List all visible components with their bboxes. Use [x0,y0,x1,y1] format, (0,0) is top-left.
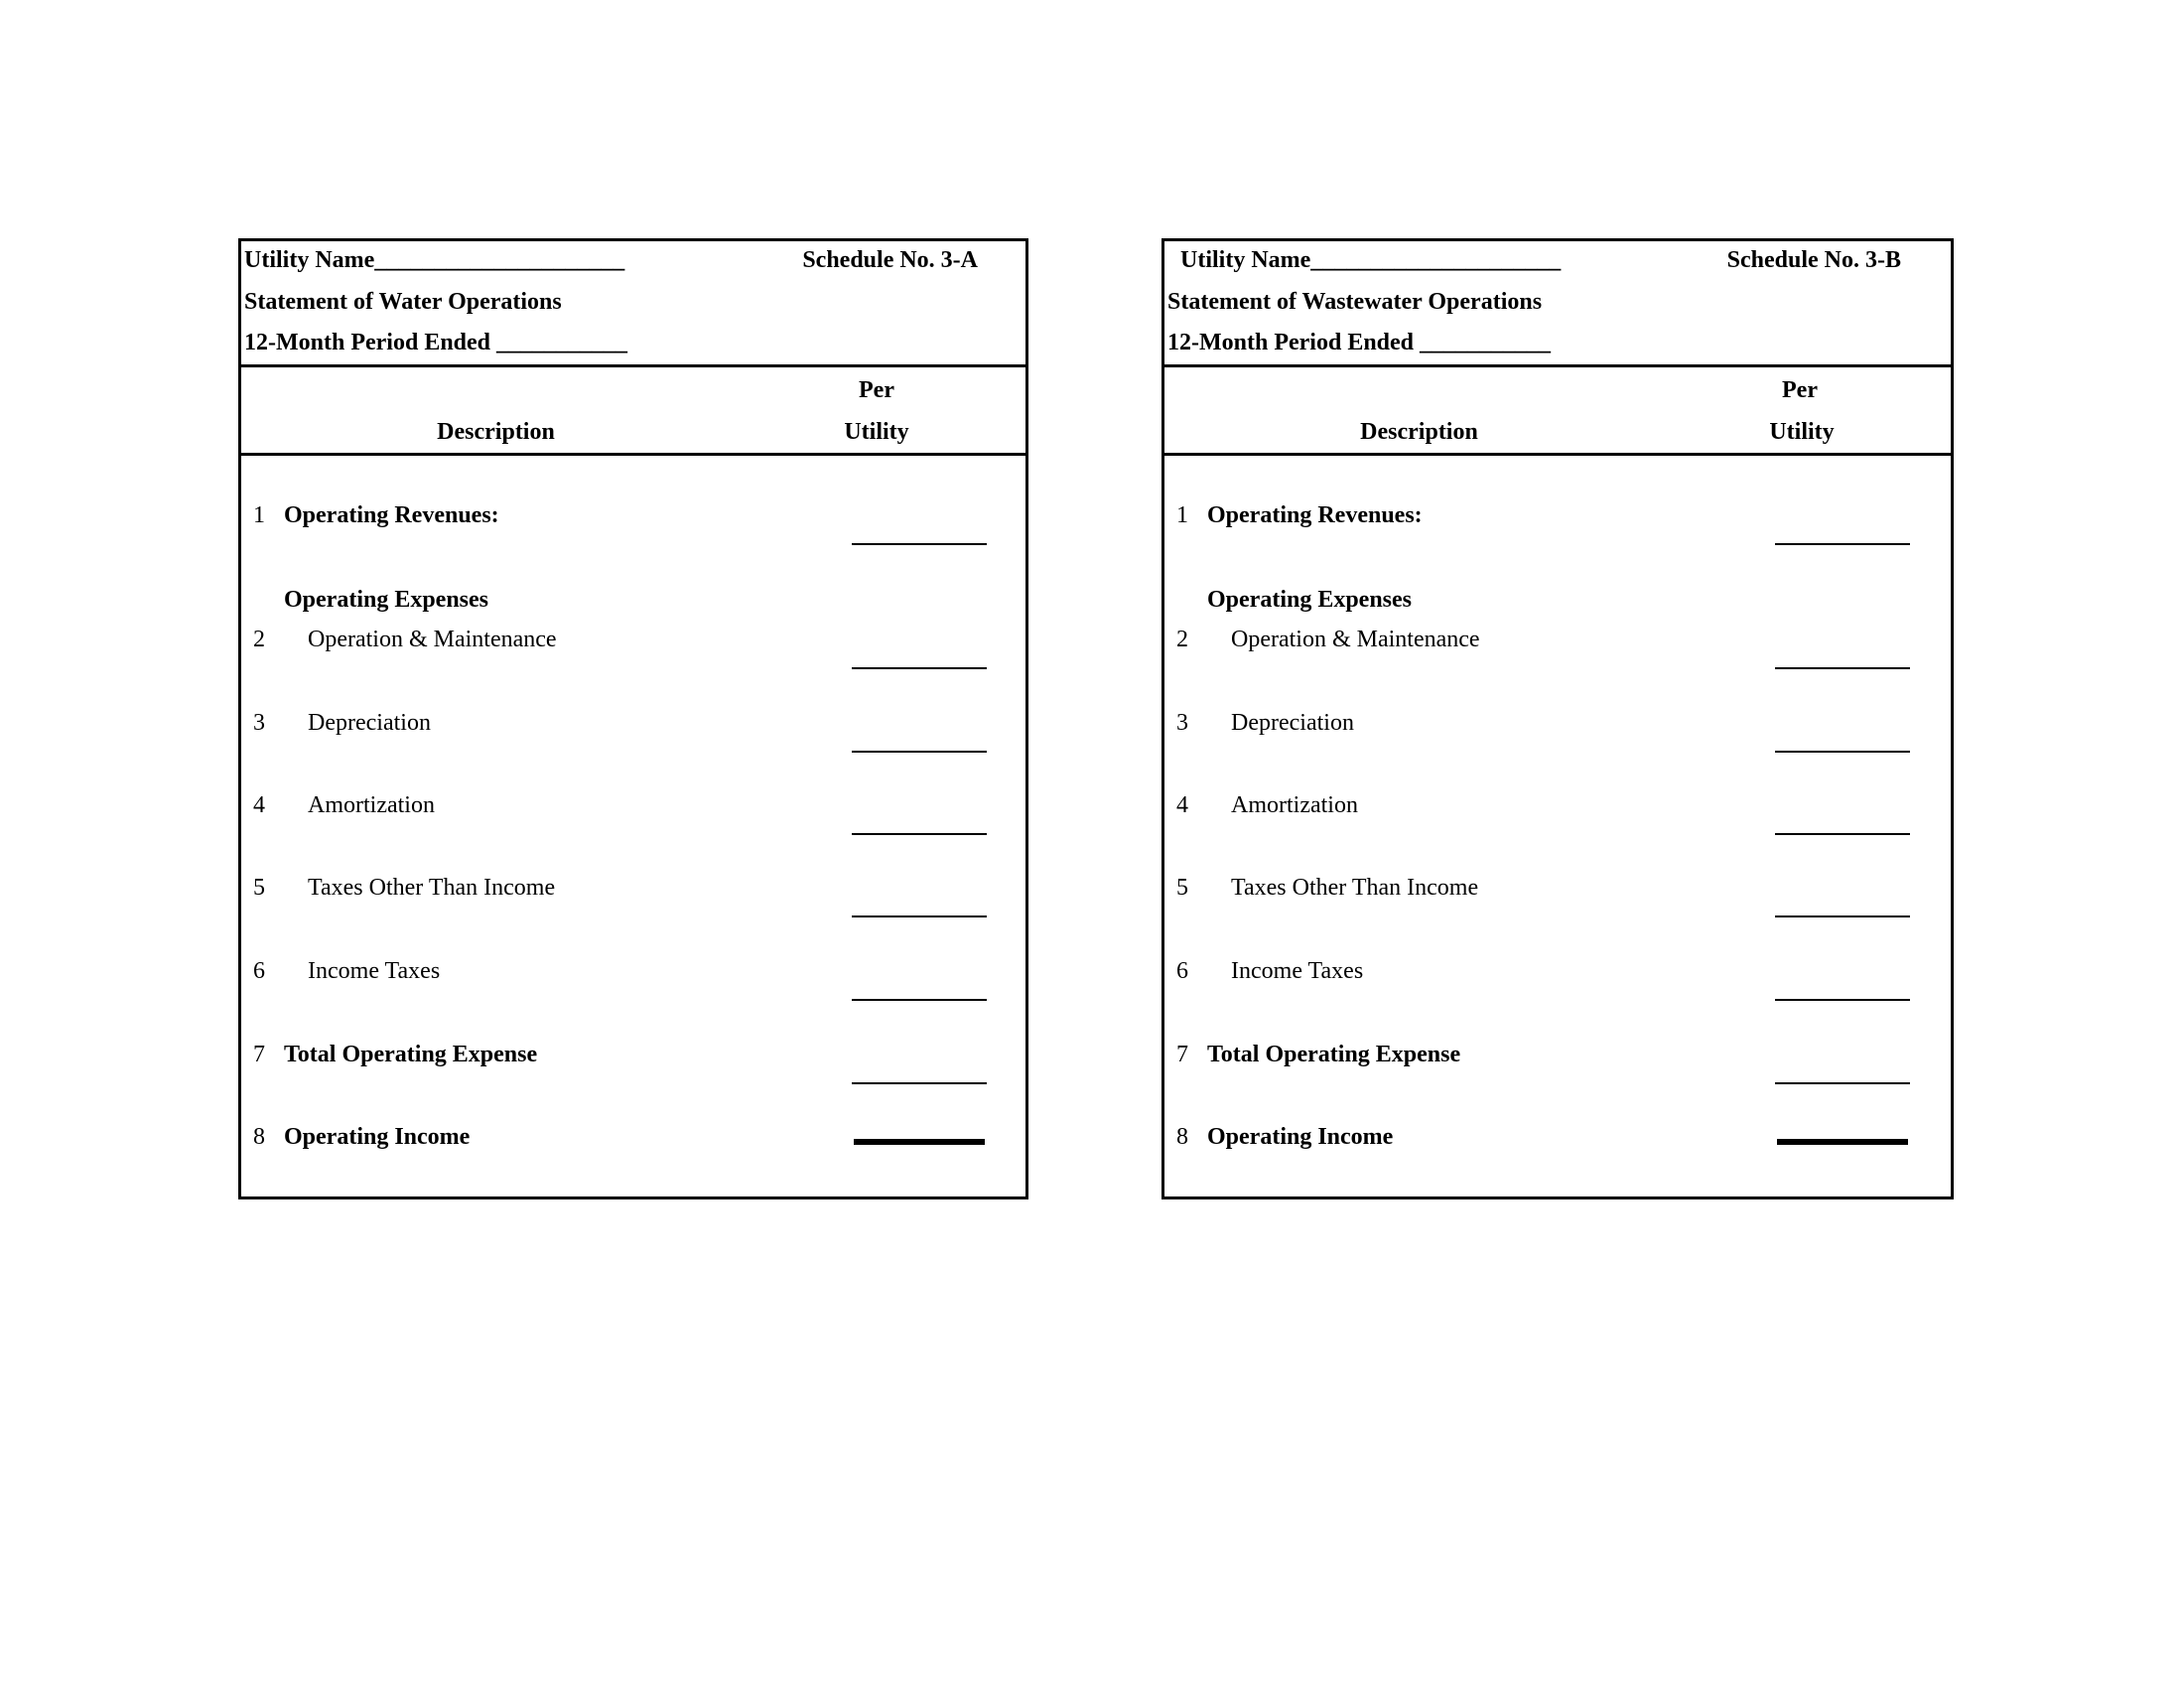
line-number: 4 [1176,792,1188,818]
line-item-row [241,1124,1025,1164]
utility-column-heading: Utility [844,419,909,445]
amount-blank[interactable] [1775,1082,1910,1084]
line-item-row [241,710,1025,750]
line-number: 6 [253,958,265,984]
line-label: Amortization [308,792,435,818]
statement-title: Statement of Wastewater Operations [1167,289,1543,315]
line-label: Amortization [1231,792,1358,818]
line-label: Income Taxes [308,958,441,984]
statement-title: Statement of Water Operations [244,289,562,315]
description-column-heading: Description [437,419,555,445]
line-label: Total Operating Expense [284,1042,538,1067]
line-number: 4 [253,792,265,818]
line-number: 5 [1176,875,1188,901]
line-item-row [1164,958,1951,998]
amount-blank[interactable] [852,915,987,917]
line-label: Depreciation [308,710,431,736]
line-label: Operation & Maintenance [308,627,557,652]
line-number: 2 [253,627,265,652]
utility-column-heading: Utility [1769,419,1835,445]
amount-blank[interactable] [1775,667,1910,669]
amount-blank-total[interactable] [854,1139,985,1145]
line-label: Operating Revenues: [1207,502,1423,528]
line-number: 6 [1176,958,1188,984]
amount-blank[interactable] [1775,751,1910,753]
period-ended-field[interactable]: 12-Month Period Ended ___________ [1167,330,1552,355]
line-item-row [1164,875,1951,914]
amount-blank[interactable] [1775,833,1910,835]
line-item-row [1164,1042,1951,1081]
line-item-row [1164,502,1951,542]
line-number: 1 [1176,502,1188,528]
operating-expenses-heading: Operating Expenses [284,587,489,613]
line-label: Operation & Maintenance [1231,627,1480,652]
line-label: Taxes Other Than Income [308,875,556,901]
line-item-row [1164,1124,1951,1164]
line-item-row [241,502,1025,542]
schedule-header [241,241,1025,367]
line-number: 2 [1176,627,1188,652]
amount-blank[interactable] [852,751,987,753]
line-item-row [241,627,1025,666]
line-number: 7 [1176,1042,1188,1067]
line-label: Total Operating Expense [1207,1042,1461,1067]
column-header [241,367,1025,456]
description-column-heading: Description [1360,419,1478,445]
schedule-body [1164,456,1951,1202]
column-header [1164,367,1951,456]
line-label: Depreciation [1231,710,1354,736]
line-label: Operating Income [1207,1124,1394,1150]
operating-expenses-heading: Operating Expenses [1207,587,1413,613]
line-item-row [241,792,1025,832]
line-number: 3 [253,710,265,736]
schedule-wastewater-operations [1161,238,1954,1199]
amount-blank[interactable] [1775,915,1910,917]
schedule-header [1164,241,1951,367]
line-number: 8 [253,1124,265,1150]
per-column-heading: Per [859,377,894,403]
line-item-row [1164,710,1951,750]
line-number: 3 [1176,710,1188,736]
line-item-row [241,875,1025,914]
line-label: Income Taxes [1231,958,1364,984]
line-label: Taxes Other Than Income [1231,875,1479,901]
line-item-row [1164,792,1951,832]
amount-blank[interactable] [852,999,987,1001]
line-number: 1 [253,502,265,528]
line-item-row [1164,627,1951,666]
utility-name-field[interactable]: Utility Name_____________________ [244,247,625,273]
line-item-row [241,1042,1025,1081]
amount-blank-total[interactable] [1777,1139,1908,1145]
period-ended-field[interactable]: 12-Month Period Ended ___________ [244,330,628,355]
per-column-heading: Per [1782,377,1818,403]
line-label: Operating Revenues: [284,502,499,528]
amount-blank[interactable] [852,667,987,669]
amount-blank[interactable] [852,543,987,545]
line-label: Operating Income [284,1124,471,1150]
schedule-water-operations [238,238,1028,1199]
amount-blank[interactable] [1775,543,1910,545]
line-number: 7 [253,1042,265,1067]
line-number: 5 [253,875,265,901]
amount-blank[interactable] [1775,999,1910,1001]
amount-blank[interactable] [852,833,987,835]
utility-name-field[interactable]: Utility Name_____________________ [1180,247,1562,273]
line-item-row [241,958,1025,998]
amount-blank[interactable] [852,1082,987,1084]
schedule-body [241,456,1025,1202]
schedule-number: Schedule No. 3-B [1726,247,1901,273]
line-number: 8 [1176,1124,1188,1150]
schedule-number: Schedule No. 3-A [802,247,978,273]
